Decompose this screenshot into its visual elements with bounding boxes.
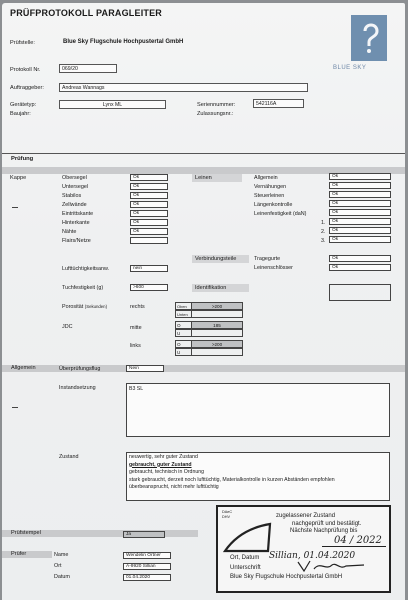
brand-logo <box>351 15 387 61</box>
zustand-option[interactable]: stark gebraucht, derzeit noch lufttüchtig, Materialkontrolle in kurzen Abständen empfohlen <box>129 476 335 483</box>
geraetetyp-label: Gerätetyp: <box>10 102 37 108</box>
stamp-text <box>276 513 361 536</box>
grid-value[interactable] <box>191 310 243 318</box>
identifikation-field[interactable] <box>329 284 391 301</box>
kappe-item-label: Zellwände <box>62 202 87 208</box>
rechts-label: rechts <box>130 304 145 310</box>
kappe-item-value[interactable] <box>130 237 168 244</box>
kappe-item-value[interactable]: Ok <box>130 201 168 208</box>
instandsetzung-field[interactable]: B3 SL <box>126 383 390 437</box>
leinen-item-label: 1. <box>321 220 326 226</box>
kappe-item-value[interactable]: Ok <box>130 192 168 199</box>
kappe-item-value[interactable]: Ok <box>130 210 168 217</box>
baujahr-label: Baujahr: <box>10 111 31 117</box>
divider-line <box>2 153 405 154</box>
links-label: links <box>130 343 141 349</box>
stamp-underline <box>322 546 386 547</box>
protokoll-label: Protokoll Nr. <box>10 67 41 73</box>
margin-mark <box>12 407 18 408</box>
grid-value[interactable] <box>191 329 243 337</box>
grid-pos: O <box>175 340 192 348</box>
kappe-item-label: Stabilos <box>62 193 82 199</box>
leinen-item-label: Steuerleinen <box>254 193 285 199</box>
protokoll-field[interactable]: 069/20 <box>59 64 117 73</box>
kappe-label-bg <box>10 175 50 183</box>
ort-datum-handwritten: Sillian, 01.04.2020 <box>269 551 356 561</box>
tragegurte-label: Tragegurte <box>254 256 281 262</box>
stamp-line: nachgeprüft und bestätigt. <box>292 520 362 527</box>
seriennummer-label: Seriennummer: <box>197 102 236 108</box>
zustand-option[interactable]: neuwertig, sehr guter Zustand <box>129 454 198 460</box>
kappe-item-label: Untersegel <box>62 184 89 190</box>
kappe-item-label: Obersegel <box>62 175 87 181</box>
section-allgemein: Allgemein <box>11 365 36 371</box>
leinen-item-value[interactable]: Ok <box>329 191 391 198</box>
mitte-label: mitte <box>130 325 142 331</box>
grid-pos: Oben <box>175 302 192 310</box>
grid-value[interactable]: >200 <box>191 340 243 348</box>
kappe-item-value[interactable]: Ok <box>130 219 168 226</box>
zustand-label: Zustand <box>59 454 79 460</box>
zustand-option-selected[interactable]: gebraucht, guter Zustand <box>129 461 192 468</box>
stamp-company: Blue Sky Flugschule Hochpustertal GmbH <box>230 574 343 580</box>
zustand-option[interactable]: überbeansprucht, nicht mehr lufttüchtig <box>129 484 219 490</box>
zulassung-label: Zulassungsnr.: <box>197 111 234 117</box>
leinen-item-label: 3. <box>321 238 326 244</box>
leinen-item-value[interactable]: Ok <box>329 227 391 234</box>
ort-label: Ort <box>54 563 62 569</box>
section-pruefer: Prüfer <box>11 551 27 557</box>
zustand-option[interactable]: gebraucht, technisch in Ordnung <box>129 469 204 475</box>
inspection-stamp <box>216 505 391 593</box>
name-field[interactable]: Wendelin Ortner <box>123 552 171 559</box>
pruefstempel-value[interactable]: Ja <box>123 531 165 538</box>
tragegurte-value[interactable]: Ok <box>329 255 391 262</box>
datum-label: Datum <box>54 574 70 580</box>
stamp-corner-line: DAeC <box>222 510 233 514</box>
stamp-corner-line: DHV <box>222 515 231 519</box>
leinen-item-value[interactable]: Ok <box>329 236 391 243</box>
section-pruefung: Prüfung <box>11 156 34 162</box>
kappe-item-value[interactable]: Ok <box>130 174 168 181</box>
leinen-label: Leinen <box>195 175 212 181</box>
datum-field[interactable]: 01.04.2020 <box>123 574 171 581</box>
leinenschloesser-label: Leinenschlösser <box>254 265 293 271</box>
ort-field[interactable]: A-9920 Sillian <box>123 563 171 570</box>
grid-value[interactable]: >200 <box>191 302 243 310</box>
pruefstelle-label: Prüfstelle: <box>10 40 35 46</box>
leinen-item-label: Allgemein <box>254 175 278 181</box>
leinen-item-label: 2. <box>321 229 326 235</box>
jdc-label: JDC <box>62 324 73 330</box>
next-check-handwritten: 04 / 2022 <box>334 535 382 546</box>
section-pruefstempel: Prüfstempel <box>11 530 41 536</box>
stamp-corner-label <box>222 510 232 520</box>
leinenschloesser-value[interactable]: Ok <box>329 264 391 271</box>
inspection-form-sheet <box>2 3 405 600</box>
kappe-item-label: Flairs/Netze <box>62 238 91 244</box>
verbindungsteile-label: Verbindungsteile <box>195 256 237 262</box>
brand-logo-text: BLUE SKY <box>333 65 367 71</box>
seriennummer-field[interactable]: 542116A <box>253 99 304 108</box>
auftraggeber-field[interactable]: Andreas Wannags <box>59 83 308 92</box>
margin-mark <box>12 207 18 208</box>
kappe-item-label: Eintrittskante <box>62 211 94 217</box>
signature-icon <box>296 559 366 573</box>
kappe-item-value[interactable]: Ok <box>130 183 168 190</box>
grid-value[interactable] <box>191 348 243 356</box>
tuchfestigkeit-value[interactable]: >600 <box>130 284 168 291</box>
name-label: Name <box>54 552 69 558</box>
stamp-unterschrift: Unterschrift <box>230 565 261 571</box>
ueberpruefungsflug-label: Überprüfungsflug <box>59 366 101 372</box>
logo-swirl-icon <box>351 15 387 61</box>
zustand-options <box>126 452 390 501</box>
stamp-line: Nächste Nachprüfung bis <box>290 528 358 534</box>
instandsetzung-label: Instandsetzung <box>59 385 96 391</box>
leinen-item-label: Vernähungen <box>254 184 287 190</box>
glider-wing-icon <box>222 521 272 555</box>
stamp-line: zugelassener Zustand <box>276 513 336 519</box>
leinen-item-label: Leinenfestigkeit (daN) <box>254 211 307 217</box>
kappe-item-label: Nähte <box>62 229 77 235</box>
grid-value[interactable]: 185 <box>191 321 243 329</box>
identifikation-label: Identifikation <box>195 285 227 291</box>
section-band <box>2 551 52 558</box>
pruefstelle-value: Blue Sky Flugschule Hochpustertal GmbH <box>63 39 184 45</box>
lufttuechtigkeit-label: Lufttüchtigkeitsanw. <box>62 266 110 272</box>
geraetetyp-field[interactable]: Lynx ML <box>59 100 166 109</box>
ueberpruefungsflug-value[interactable]: Nein <box>126 365 164 372</box>
kappe-label: Kappe <box>10 175 27 181</box>
tuchfestigkeit-label: Tuchfestigkeit (g) <box>62 285 104 291</box>
grid-pos: Unten <box>175 310 192 318</box>
leinen-item-value[interactable]: Ok <box>329 218 391 225</box>
lufttuechtigkeit-value[interactable]: nein <box>130 265 168 272</box>
stamp-ort-datum: Ort, Datum <box>230 555 260 561</box>
leinen-item-value[interactable]: Ok <box>329 173 391 180</box>
leinen-item-value[interactable]: Ok <box>329 209 391 216</box>
auftraggeber-label: Auftraggeber: <box>10 85 44 91</box>
leinen-item-label: Längenkontrolle <box>254 202 293 208</box>
kappe-item-label: Hinterkante <box>62 220 90 226</box>
leinen-item-value[interactable]: Ok <box>329 200 391 207</box>
leinen-item-value[interactable]: Ok <box>329 182 391 189</box>
grid-pos: O <box>175 321 192 329</box>
kappe-item-value[interactable]: Ok <box>130 228 168 235</box>
grid-pos: U <box>175 348 192 356</box>
form-title: PRÜFPROTOKOLL PARAGLEITER <box>10 8 163 18</box>
porositaet-label: Porosität (Sekunden) <box>62 304 107 310</box>
grid-pos: U <box>175 329 192 337</box>
